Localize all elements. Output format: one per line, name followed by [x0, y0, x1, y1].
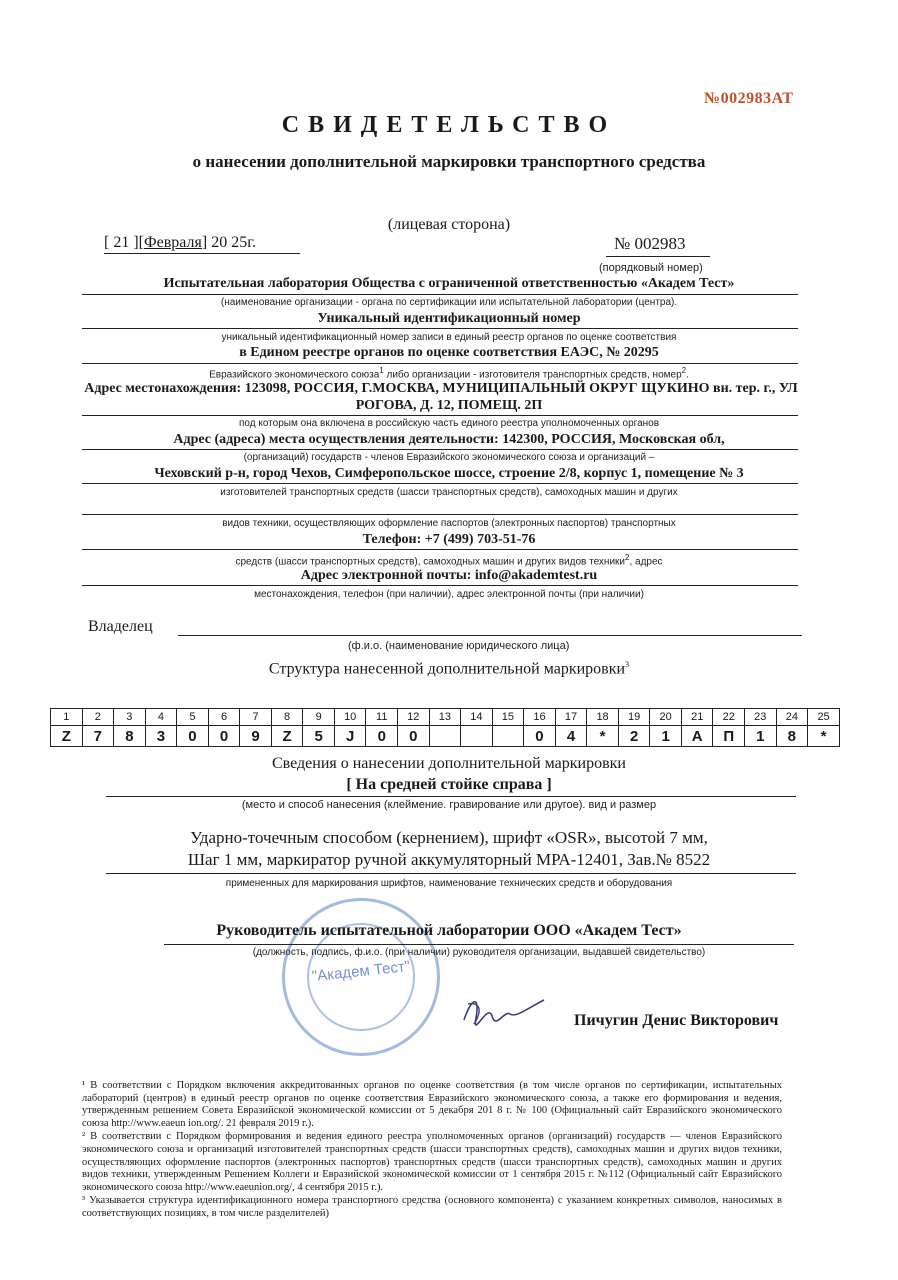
- position-cell: 22: [713, 709, 745, 726]
- document-number-top: №002983АТ: [704, 90, 794, 107]
- signature: [458, 990, 548, 1034]
- char-cell: 1: [745, 726, 777, 747]
- position-cell: 13: [429, 709, 461, 726]
- position-cell: 24: [776, 709, 808, 726]
- activity-caption-2: изготовителей транспортных средств (шасси транспортных средств), самоходных машин и других: [220, 487, 678, 498]
- position-cell: 10: [334, 709, 366, 726]
- date-month: Февраля: [143, 234, 202, 251]
- position-cell: 21: [681, 709, 713, 726]
- position-cell: 23: [745, 709, 777, 726]
- char-cell: *: [587, 726, 619, 747]
- char-cell: 3: [145, 726, 177, 747]
- position-cell: 20: [650, 709, 682, 726]
- date-year: 25г.: [231, 234, 256, 251]
- activity-caption: (организаций) государств - членов Евразийского экономического союза и организаций –: [243, 452, 655, 463]
- position-cell: 9: [303, 709, 335, 726]
- owner-caption: (ф.и.о. (наименование юридического лица): [348, 640, 570, 652]
- position-cell: 15: [492, 709, 524, 726]
- date-day: 21: [113, 234, 130, 251]
- position-cell: 25: [808, 709, 840, 726]
- position-cell: 11: [366, 709, 398, 726]
- marking-positions-row: [51, 709, 840, 726]
- page-subtitle: о нанесении дополнительной маркировки транспортного средства: [192, 152, 706, 171]
- footnote-1: ¹ В соответствии с Порядком включения аккредитованных органов по оценке соответствия (в том числе органов по сертификации, испытательных лабораторий (центров) в единый реестр органов по оценке соответствия Евразийского экономического союза, а также его формирования и ведения, утвержденным решением Совета Евразийской экономической комиссии от 5 декабря 201 8 г. № 100 (Официальный сайт Евразийского экономического союза http://www.eaeun ion.org/. 21 февраля 2019 г.).: [82, 1080, 782, 1129]
- position-cell: 3: [114, 709, 146, 726]
- position-cell: 17: [555, 709, 587, 726]
- position-cell: 16: [524, 709, 556, 726]
- char-cell: 0: [524, 726, 556, 747]
- application-method-caption: примененных для маркирования шрифтов, наименование технических средств и оборудования: [225, 878, 673, 889]
- char-cell: 7: [82, 726, 114, 747]
- char-cell: Z: [51, 726, 83, 747]
- application-heading: Сведения о нанесении дополнительной маркировки: [271, 755, 626, 772]
- head-position: Руководитель испытательной лаборатории ООО «Академ Тест»: [216, 922, 682, 939]
- char-cell: J: [334, 726, 366, 747]
- position-cell: 8: [271, 709, 303, 726]
- application-method-1: Ударно-точечным способом (кернением), шрифт «OSR», высотой 7 мм,: [190, 828, 708, 847]
- marking-chars-row: [51, 726, 840, 747]
- char-cell: 8: [776, 726, 808, 747]
- page-title: СВИДЕТЕЛЬСТВО: [281, 112, 617, 138]
- position-cell: 2: [82, 709, 114, 726]
- char-cell: 0: [398, 726, 430, 747]
- char-cell: 4: [555, 726, 587, 747]
- footnote-2: ² В соответствии с Порядком формирования и ведения единого реестра уполномоченных органов (организаций) государств — членов Евразийского экономического союза и организаций изготовителей транспортных средств (шасси транспортных средств), самоходных машин и других видов техники, осуществляющих оформление паспортов (электронных паспортов) транспортных средств (шасси транспортных средств), самоходных машин и других видов техники, утвержденным Решением Коллеги и Евразийской экономической комиссии от 1 сентября 2015 г. №112 (Официальный сайт Евразийского экономического союза http://www.eaeunion.org/, 4 сентября 2015 г.).: [82, 1131, 782, 1193]
- marking-heading: Структура нанесенной дополнительной маркировки$^3$: [268, 660, 630, 678]
- position-cell: 7: [240, 709, 272, 726]
- footnote-3: ³ Указывается структура идентификационного номера транспортного средства (основного компонента) с указанием конкретных символов, наносимых в соответствующих позициях, в том числе разделителей): [82, 1195, 782, 1219]
- phone: Телефон: +7 (499) 703-51-76: [362, 532, 536, 547]
- char-cell: 5: [303, 726, 335, 747]
- address-caption: под которым она включена в российскую часть единого реестра уполномоченных органов: [238, 418, 660, 429]
- issue-date: [ 21 ][Февраля] 20 25г.: [104, 234, 256, 251]
- position-cell: 19: [618, 709, 650, 726]
- uid-caption: уникальный идентификационный номер записи в единый реестр органов по оценке соответствия: [221, 332, 677, 343]
- uid-label: Уникальный идентификационный номер: [317, 311, 581, 326]
- char-cell: [429, 726, 461, 747]
- char-cell: [461, 726, 493, 747]
- marking-table: [50, 708, 840, 747]
- application-place-caption: (место и способ нанесения (клеймение. гравирование или другое). вид и размер: [241, 799, 657, 811]
- char-cell: 1: [650, 726, 682, 747]
- char-cell: А: [681, 726, 713, 747]
- char-cell: [492, 726, 524, 747]
- email: Адрес электронной почты: info@akademtest.ru: [300, 568, 598, 583]
- char-cell: Z: [271, 726, 303, 747]
- position-cell: 12: [398, 709, 430, 726]
- serial-number: № 002983: [614, 234, 686, 253]
- head-caption: (должность, подпись, ф.и.о. (при наличии) руководителя организации, выдавшей свидетельство): [252, 947, 706, 958]
- phone-caption: средств (шасси транспортных средств), самоходных машин и других видов техники$^2$, адрес: [235, 553, 663, 568]
- serial-caption: (порядковый номер): [599, 262, 703, 274]
- org-name: Испытательная лаборатория Общества с ограниченной ответственностью «Академ Тест»: [163, 276, 735, 291]
- char-cell: 8: [114, 726, 146, 747]
- position-cell: 6: [208, 709, 240, 726]
- registry-caption: Евразийского экономического союза$^1$ либо организации - изготовителя транспортных средств, номер$^2$.: [209, 366, 689, 381]
- char-cell: 0: [366, 726, 398, 747]
- application-place: [ На средней стойке справа ]: [346, 776, 552, 793]
- activity-caption-3: видов техники, осуществляющих оформление паспортов (электронных паспортов) транспортных: [222, 518, 676, 529]
- position-cell: 1: [51, 709, 83, 726]
- owner-label: Владелец: [88, 618, 153, 635]
- char-cell: П: [713, 726, 745, 747]
- char-cell: *: [808, 726, 840, 747]
- date-year-prefix: 20: [211, 234, 228, 251]
- char-cell: 9: [240, 726, 272, 747]
- application-method-2: Шаг 1 мм, маркиратор ручной аккумуляторный МРА-12401, Зав.№ 8522: [187, 850, 711, 869]
- activity-line-1: Адрес (адреса) места осуществления деятельности: 142300, РОССИЯ, Московская обл,: [173, 432, 725, 447]
- position-cell: 4: [145, 709, 177, 726]
- side-label: (лицевая сторона): [387, 216, 511, 233]
- char-cell: 0: [177, 726, 209, 747]
- registry-number: в Едином реестре органов по оценке соответствия ЕАЭС, № 20295: [239, 345, 659, 360]
- position-cell: 18: [587, 709, 619, 726]
- head-name: Пичугин Денис Викторович: [574, 1012, 779, 1029]
- footnotes: [82, 1080, 782, 1222]
- address-line-1: Адрес местонахождения: 123098, РОССИЯ, Г.МОСКВА, МУНИЦИПАЛЬНЫЙ ОКРУГ ЩУКИНО вн. тер. г., УЛ: [84, 381, 798, 396]
- address-line-2: РОГОВА, Д. 12, ПОМЕЩ. 2П: [355, 398, 543, 413]
- organization-stamp: "Академ Тест": [282, 898, 440, 1056]
- position-cell: 14: [461, 709, 493, 726]
- org-name-caption: (наименование организации - органа по сертификации или испытательной лаборатории (центра).: [220, 297, 678, 308]
- char-cell: 2: [618, 726, 650, 747]
- char-cell: 0: [208, 726, 240, 747]
- email-caption: местонахождения, телефон (при наличии), адрес электронной почты (при наличии): [254, 589, 644, 600]
- activity-line-2: Чеховский р-н, город Чехов, Симферопольское шоссе, строение 2/8, корпус 1, помещение № 3: [154, 466, 744, 481]
- position-cell: 5: [177, 709, 209, 726]
